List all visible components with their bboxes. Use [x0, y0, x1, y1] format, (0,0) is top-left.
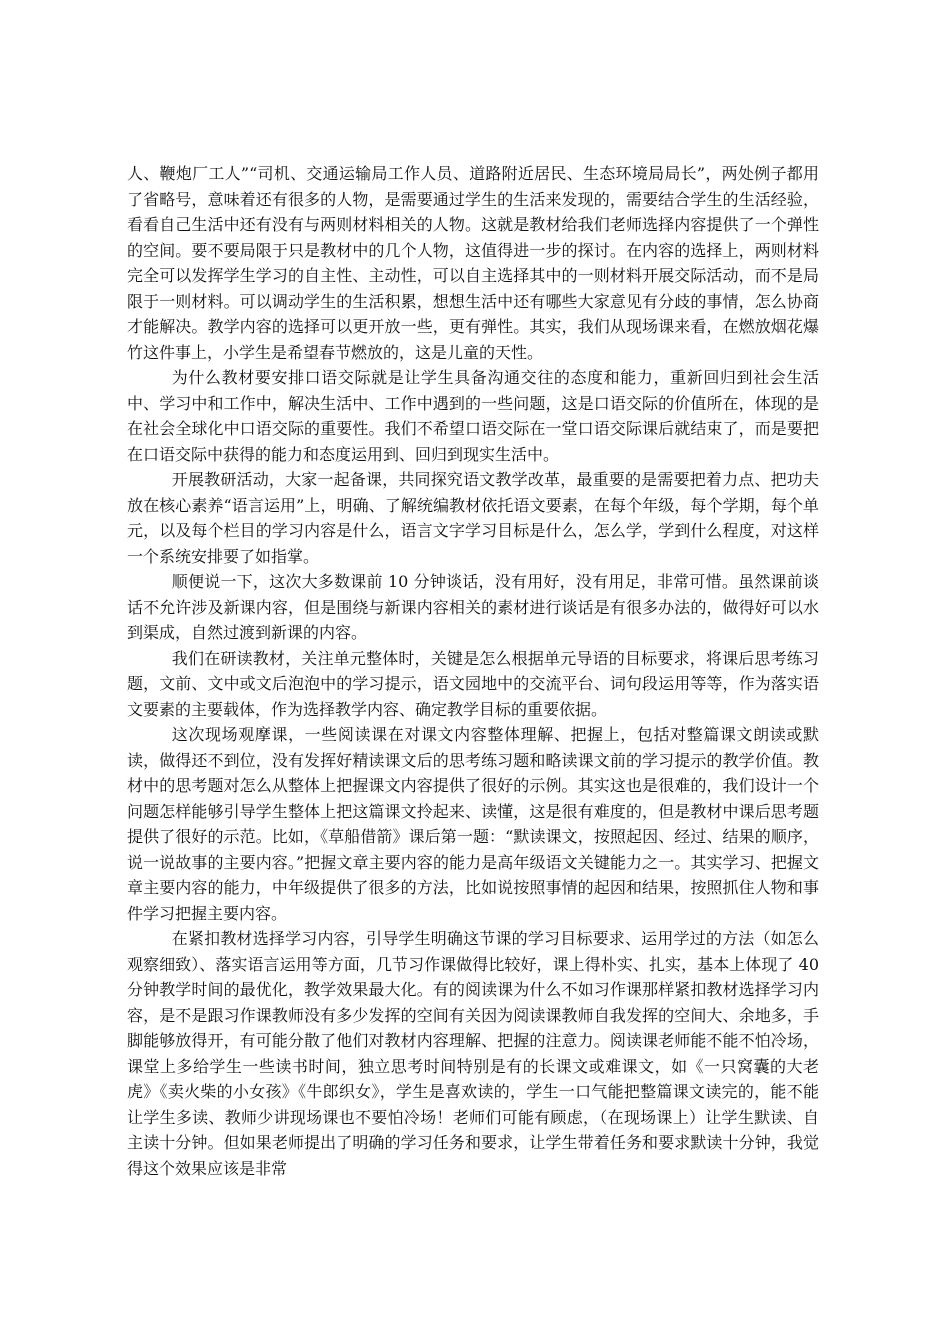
paragraph: 这次现场观摩课，一些阅读课在对课文内容整体理解、把握上，包括对整篇课文朗读或默读，做得还不到位，没有发挥好精读课文后的思考练习题和略读课文前的学习提示的教学价值。教材中的思考题对怎么从整体上把握课文内容提供了很好的示例。其实这也是很难的，我们设计一个问题怎样能够引导学生整体上把这篇课文拎起来、读懂，这是很有难度的，但是教材中课后思考题提供了很好的示范。比如，《草船借箭》课后第一题：“默读课文，按照起因、经过、结果的顺序，说一说故事的主要内容。”把握文章主要内容的能力是高年级语文关键能力之一。其实学习、把握文章主要内容的能力，中年级提供了很多的方法，比如说按照事情的起因和结果，按照抓住人物和事件学习把握主要内容。 — [127, 725, 819, 923]
paragraph: 人、鞭炮厂工人”“司机、交通运输局工作人员、道路附近居民、生态环境局局长”，两处例子都用了省略号，意味着还有很多的人物，是需要通过学生的生活来发现的，需要结合学生的生活经验，看看自己生活中还有没有与两则材料相关的人物。这就是教材给我们老师选择内容提供了一个弹性的空间。要不要局限于只是教材中的几个人物，这值得进一步的探讨。在内容的选择上，两则材料完全可以发挥学生学习的自主性、主动性，可以自主选择其中的一则材料开展交际活动，而不是局限于一则材料。可以调动学生的生活积累，想想生活中还有哪些大家意见有分歧的事情，怎么协商才能解决。教学内容的选择可以更开放一些，更有弹性。其实，我们从现场课来看，在燃放烟花爆竹这件事上，小学生是希望春节燃放的，这是儿童的天性。 — [127, 164, 819, 362]
paragraph: 开展教研活动，大家一起备课，共同探究语文教学改革，最重要的是需要把着力点、把功夫放在核心素养“语言运用”上，明确、了解统编教材依托语文要素，在每个年级，每个学期，每个单元，以及每个栏目的学习内容是什么，语言文字学习目标是什么，怎么学，学到什么程度，对这样一个系统安排要了如指掌。 — [127, 470, 819, 566]
document-body — [127, 161, 819, 1181]
paragraph: 为什么教材要安排口语交际就是让学生具备沟通交往的态度和能力，重新回归到社会生活中、学习中和工作中，解决生活中、工作中遇到的一些问题，这是口语交际的价值所在，体现的是在社会全球化中口语交际的重要性。我们不希望口语交际在一堂口语交际课后就结束了，而是要把在口语交际中获得的能力和态度运用到、回归到现实生活中。 — [127, 368, 819, 464]
paragraph: 顺便说一下，这次大多数课前 10 分钟谈话，没有用好，没有用足，非常可惜。虽然课前谈话不允许涉及新课内容，但是围绕与新课内容相关的素材进行谈话是有很多办法的，做得好可以水到渠成，自然过渡到新课的内容。 — [127, 572, 819, 642]
paragraph: 在紧扣教材选择学习内容，引导学生明确这节课的学习目标要求、运用学过的方法（如怎么观察细致）、落实语言运用等方面，几节习作课做得比较好，课上得朴实、扎实，基本上体现了 40 分钟教学时间的最优化，教学效果最大化。有的阅读课为什么不如习作课那样紧扣教材选择学习内容，是不是跟习作课教师没有多少发挥的空间有关因为阅读课教师自我发挥的空间大、余地多，手脚能够放得开，有可能分散了他们对教材内容理解、把握的注意力。阅读课老师能不能不怕冷场，课堂上多给学生一些读书时间，独立思考时间特别是有的长课文或难课文，如《一只窝囊的大老虎》《卖火柴的小女孩》《牛郎织女》，学生是喜欢读的，学生一口气能把整篇课文读完的，能不能让学生多读、教师少讲现场课也不要怕冷场！老师们可能有顾虑，（在现场课上）让学生默读、自主读十分钟。但如果老师提出了明确的学习任务和要求，让学生带着任务和要求默读十分钟，我觉得这个效果应该是非常 — [127, 929, 819, 1178]
paragraph: 我们在研读教材，关注单元整体时，关键是怎么根据单元导语的目标要求，将课后思考练习题，文前、文中或文后泡泡中的学习提示，语文园地中的交流平台、词句段运用等等，作为落实语文要素的主要载体，作为选择教学内容、确定教学目标的重要依据。 — [127, 648, 819, 719]
